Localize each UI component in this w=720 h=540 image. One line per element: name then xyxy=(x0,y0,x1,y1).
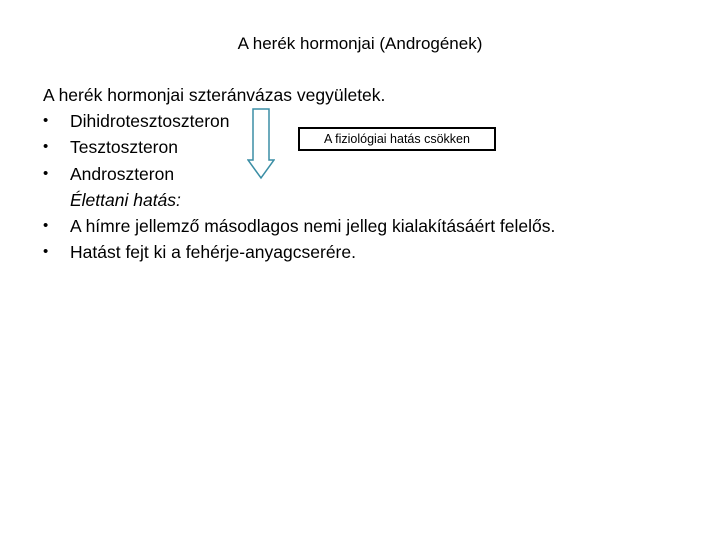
bullet-icon: • xyxy=(43,164,49,182)
bullet-icon: • xyxy=(43,243,49,261)
slide-title: A herék hormonjai (Androgének) xyxy=(237,34,483,53)
intro-text: A herék hormonjai szteránvázas vegyületek. xyxy=(43,85,386,105)
bullet-icon: • xyxy=(43,216,49,234)
bullet-icon: • xyxy=(43,138,49,156)
physiology-heading: Élettani hatás: xyxy=(70,189,181,210)
hormone-dihidrotesztoszteron: Dihidrotesztoszteron xyxy=(70,111,230,132)
hormone-androszteron: Androszteron xyxy=(70,163,175,184)
bullet-icon: • xyxy=(43,112,49,130)
effect-decrease-callout: A fiziológiai hatás csökken xyxy=(298,127,496,151)
effect-protein-metabolism: Hatást fejt ki a fehérje-anyagcserére. xyxy=(70,242,356,263)
down-arrow-icon xyxy=(247,108,275,180)
hormone-tesztoszteron: Tesztoszteron xyxy=(70,137,178,158)
down-arrow-shape xyxy=(248,109,274,178)
effect-secondary-sex-characteristics: A hímre jellemző másodlagos nemi jelleg kialakításáért felelős. xyxy=(70,215,556,236)
